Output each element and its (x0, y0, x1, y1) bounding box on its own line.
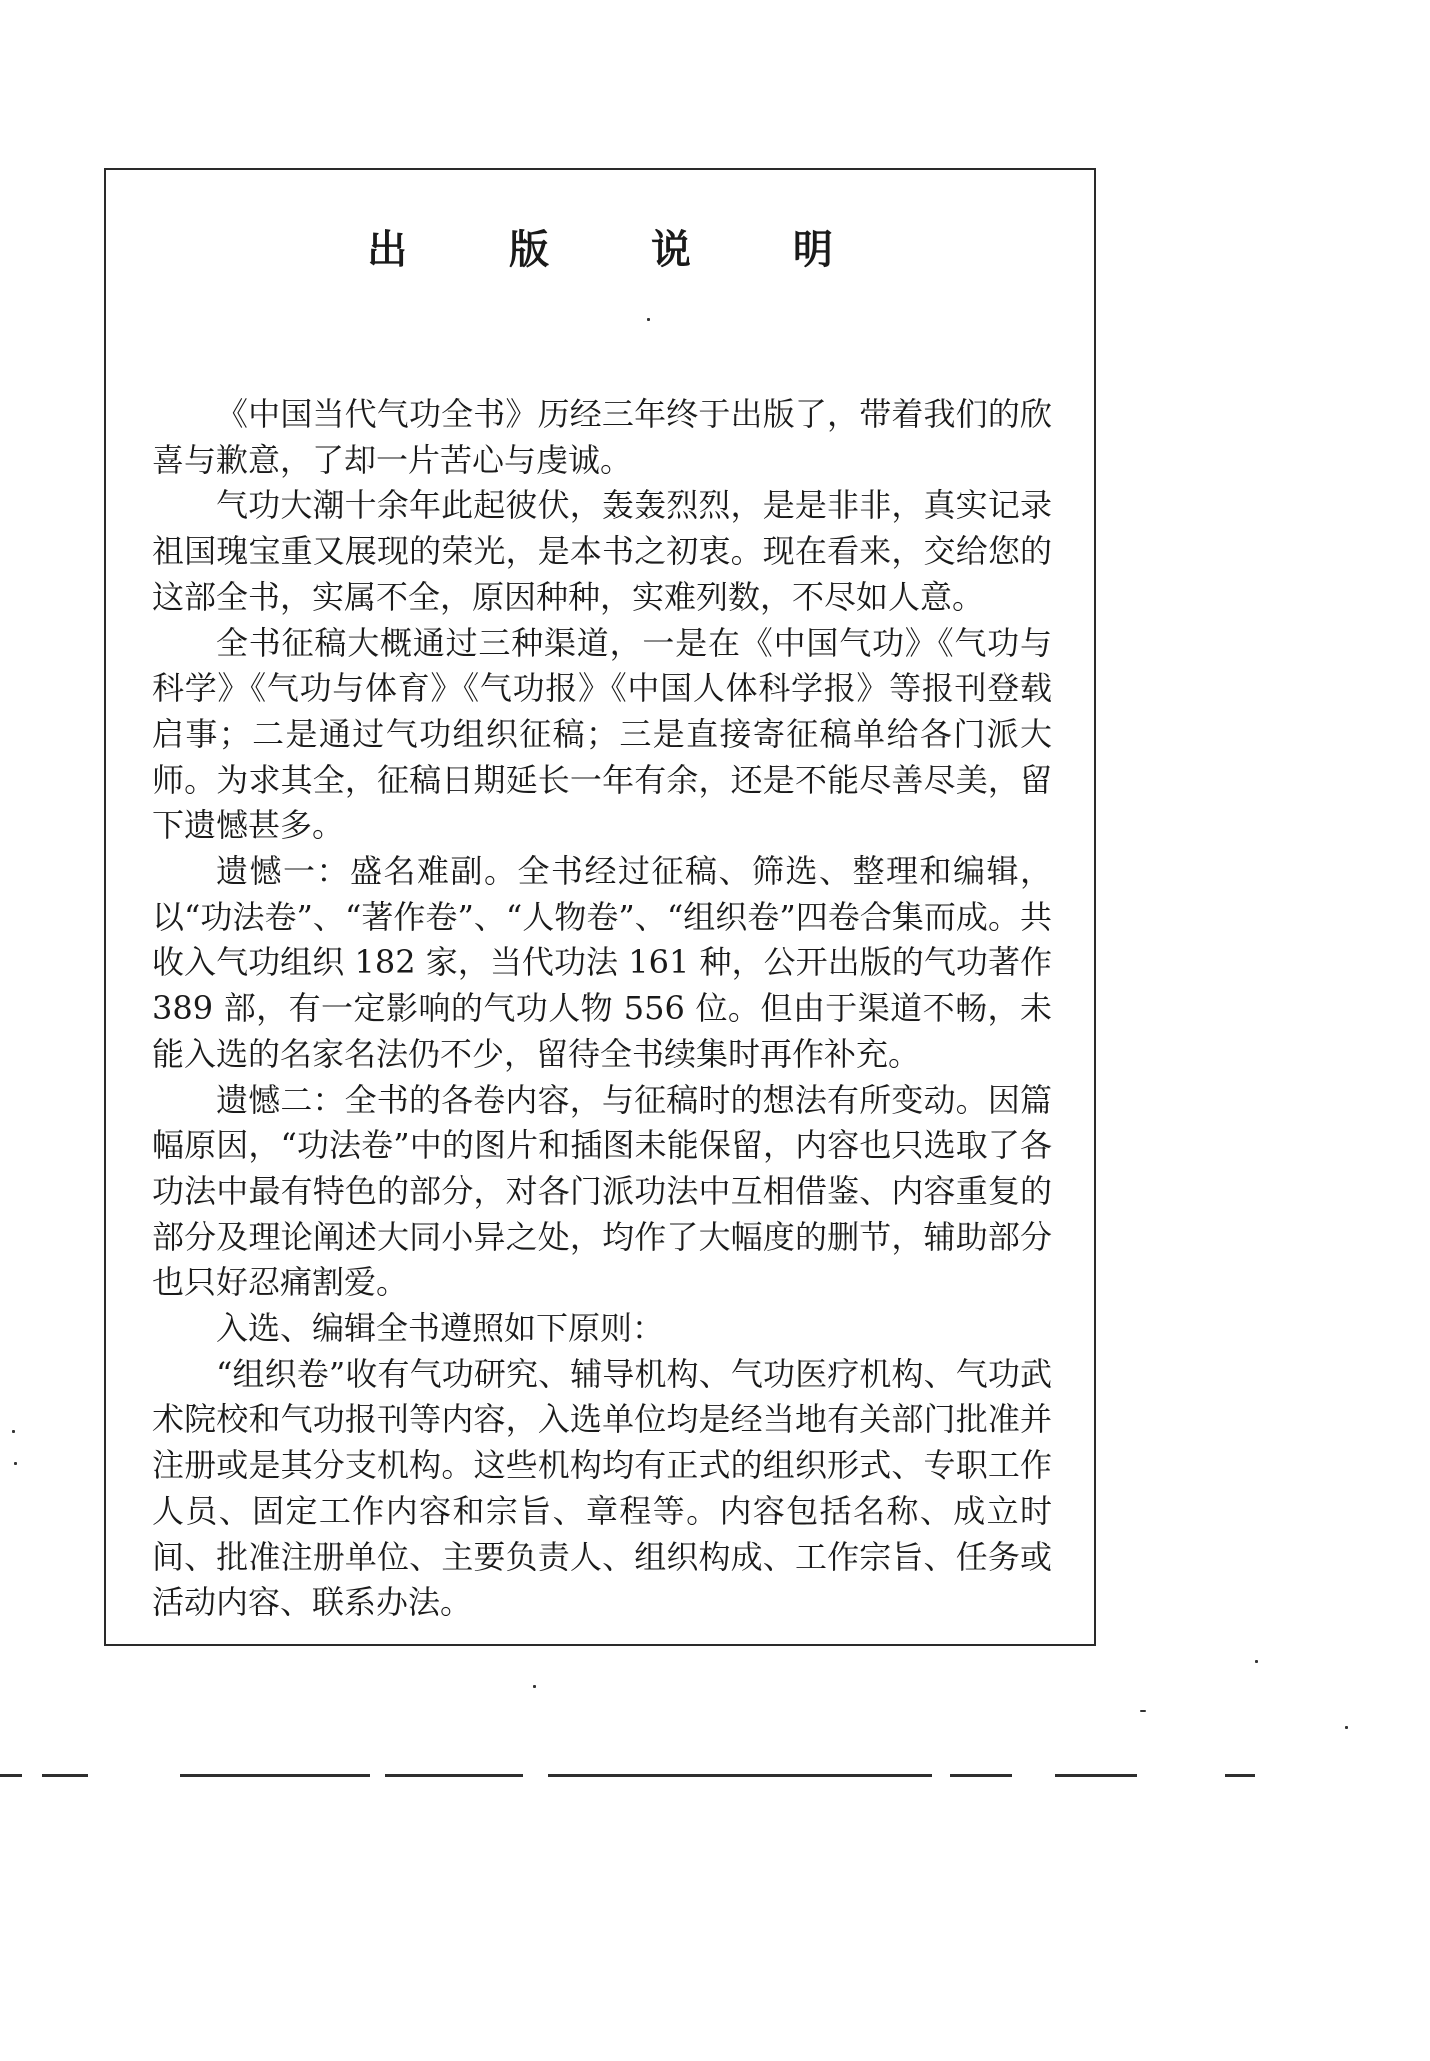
paragraph-2: 气功大潮十余年此起彼伏，轰轰烈烈，是是非非，真实记录祖国瑰宝重又展现的荣光，是本书之初衷。现在看来，交给您的这部全书，实属不全，原因种种，实难列数，不尽如人意。 (152, 486, 1052, 616)
page-title: 出 版 说 明 (367, 227, 877, 273)
paragraph-4: 遗憾一：盛名难副。全书经过征稿、筛选、整理和编辑，以“功法卷”、“著作卷”、“人物卷”、“组织卷”四卷合集而成。共收入气功组织 182 家，当代功法 161 种，公开出版的气功著作 389 部，有一定影响的气功人物 556 位。但由于渠道不畅，未能入选的名家名法仍不少，留待全书续集时再作补充。 (152, 852, 1052, 1073)
scan-rule-segment (180, 1774, 370, 1777)
scan-rule-segment (0, 1774, 22, 1777)
scan-rule-segment (1055, 1774, 1137, 1777)
scan-rule-segment (950, 1774, 1012, 1777)
scan-rule-segment (385, 1774, 523, 1777)
body-text (152, 392, 1052, 1626)
scan-rule-segment (548, 1774, 932, 1777)
scan-speck (1255, 1660, 1258, 1663)
paragraph-6: 入选、编辑全书遵照如下原则： (216, 1309, 665, 1348)
scan-speck (1140, 1710, 1146, 1712)
paragraph-5: 遗憾二：全书的各卷内容，与征稿时的想法有所变动。因篇幅原因，“功法卷”中的图片和插图未能保留，内容也只选取了各功法中最有特色的部分，对各门派功法中互相借鉴、内容重复的部分及理论阐述大同小异之处，均作了大幅度的删节，辅助部分也只好忍痛割爱。 (152, 1080, 1052, 1302)
scan-speck (14, 1462, 17, 1465)
scan-speck (12, 1430, 15, 1433)
scan-rule-segment (1225, 1774, 1255, 1777)
paragraph-3: 全书征稿大概通过三种渠道，一是在《中国气功》《气功与科学》《气功与体育》《气功报》《中国人体科学报》等报刊登载启事；二是通过气功组织征稿；三是直接寄征稿单给各门派大师。为求其全，征稿日期延长一年有余，还是不能尽善尽美，留下遗憾甚多。 (152, 623, 1052, 845)
scan-speck (1345, 1726, 1348, 1729)
scan-speck (533, 1685, 536, 1688)
scan-speck (647, 318, 650, 321)
scan-rule-segment (42, 1774, 88, 1777)
paragraph-1: 《中国当代气功全书》历经三年终于出版了，带着我们的欣喜与歉意，了却一片苦心与虔诚。 (152, 395, 1052, 479)
paragraph-7: “组织卷”收有气功研究、辅导机构、气功医疗机构、气功武术院校和气功报刊等内容，入选单位均是经当地有关部门批准并注册或是其分支机构。这些机构均有正式的组织形式、专职工作人员、固定工作内容和宗旨、章程等。内容包括名称、成立时间、批准注册单位、主要负责人、组织构成、工作宗旨、任务或活动内容、联系办法。 (152, 1354, 1052, 1622)
content-frame (104, 168, 1096, 1646)
